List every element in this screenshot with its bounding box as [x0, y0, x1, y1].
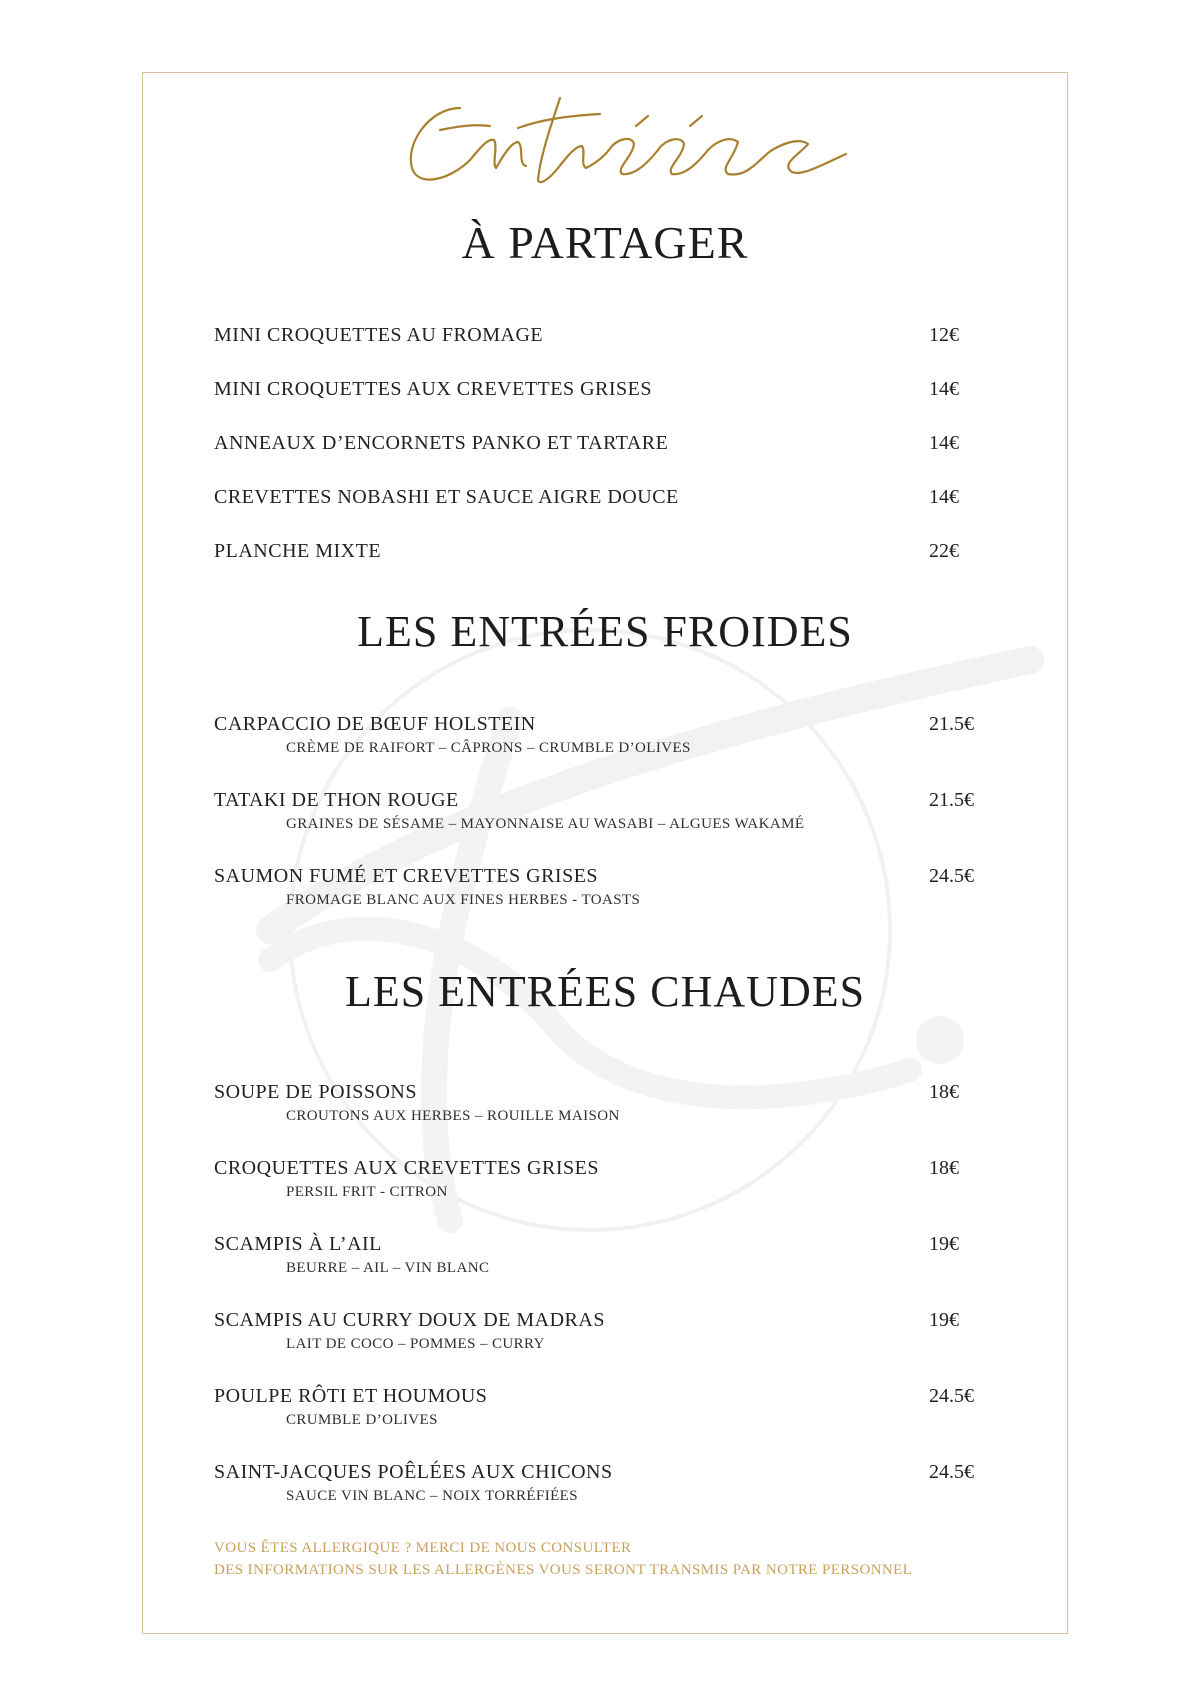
allergy-note-line-1: VOUS ÊTES ALLERGIQUE ? MERCI DE NOUS CONSULTER: [214, 1540, 632, 1556]
item-name: SOUPE DE POISSONS: [214, 1081, 417, 1103]
section-heading-cold: LES ENTRÉES FROIDES: [357, 607, 853, 656]
item-description: FROMAGE BLANC AUX FINES HERBES - TOASTS: [286, 892, 641, 908]
item-price: 14€: [929, 378, 959, 400]
item-price: 24.5€: [929, 865, 974, 887]
item-name: ANNEAUX D’ENCORNETS PANKO ET TARTARE: [214, 432, 669, 454]
allergy-note-line-2: DES INFORMATIONS SUR LES ALLERGÈNES VOUS SERONT TRANSMIS PAR NOTRE PERSONNEL: [214, 1562, 913, 1578]
item-price: 24.5€: [929, 1385, 974, 1407]
item-price: 14€: [929, 486, 959, 508]
script-title-logo: [400, 68, 860, 208]
item-price: 24.5€: [929, 1461, 974, 1483]
item-name: POULPE RÔTI ET HOUMOUS: [214, 1385, 488, 1407]
menu-item: [214, 377, 994, 401]
item-description: LAIT DE COCO – POMMES – CURRY: [286, 1336, 545, 1352]
section-heading-share: À PARTAGER: [461, 217, 749, 268]
item-description: CRÈME DE RAIFORT – CÂPRONS – CRUMBLE D’OLIVES: [286, 740, 691, 756]
item-name: MINI CROQUETTES AU FROMAGE: [214, 324, 544, 346]
menu-item: [214, 788, 994, 834]
item-description: SAUCE VIN BLANC – NOIX TORRÉFIÉES: [286, 1488, 578, 1504]
item-description: CROUTONS AUX HERBES – ROUILLE MAISON: [286, 1108, 620, 1124]
item-name: TATAKI DE THON ROUGE: [214, 789, 459, 811]
item-price: 22€: [929, 540, 959, 562]
item-description: GRAINES DE SÉSAME – MAYONNAISE AU WASABI – ALGUES WAKAMÉ: [286, 816, 805, 832]
section-heading-hot: LES ENTRÉES CHAUDES: [344, 967, 866, 1016]
menu-item: [214, 431, 994, 455]
menu-item: [214, 712, 994, 758]
item-description: BEURRE – AIL – VIN BLANC: [286, 1260, 490, 1276]
menu-item: [214, 539, 994, 563]
menu-item: [214, 1232, 994, 1278]
menu-item: [214, 864, 994, 910]
item-price: 18€: [929, 1157, 959, 1179]
item-name: MINI CROQUETTES AUX CREVETTES GRISES: [214, 378, 653, 400]
item-name: SAUMON FUMÉ ET CREVETTES GRISES: [214, 865, 599, 887]
menu-item: [214, 1156, 994, 1202]
item-name: CARPACCIO DE BŒUF HOLSTEIN: [214, 713, 536, 735]
item-description: CRUMBLE D’OLIVES: [286, 1412, 438, 1428]
item-name: SCAMPIS À L’AIL: [214, 1233, 382, 1255]
item-name: CREVETTES NOBASHI ET SAUCE AIGRE DOUCE: [214, 486, 679, 508]
menu-item: [214, 1308, 994, 1354]
menu-item: [214, 1460, 994, 1506]
item-description: PERSIL FRIT - CITRON: [286, 1184, 448, 1200]
item-price: 19€: [929, 1309, 959, 1331]
item-price: 18€: [929, 1081, 959, 1103]
menu-item: [214, 323, 994, 347]
item-name: PLANCHE MIXTE: [214, 540, 382, 562]
item-price: 14€: [929, 432, 959, 454]
item-name: CROQUETTES AUX CREVETTES GRISES: [214, 1157, 599, 1179]
menu-item: [214, 485, 994, 509]
item-price: 19€: [929, 1233, 959, 1255]
item-name: SAINT-JACQUES POÊLÉES AUX CHICONS: [214, 1461, 613, 1483]
menu-item: [214, 1080, 994, 1126]
menu-item: [214, 1384, 994, 1430]
item-price: 21.5€: [929, 713, 974, 735]
item-price: 12€: [929, 324, 959, 346]
item-name: SCAMPIS AU CURRY DOUX DE MADRAS: [214, 1309, 605, 1331]
item-price: 21.5€: [929, 789, 974, 811]
